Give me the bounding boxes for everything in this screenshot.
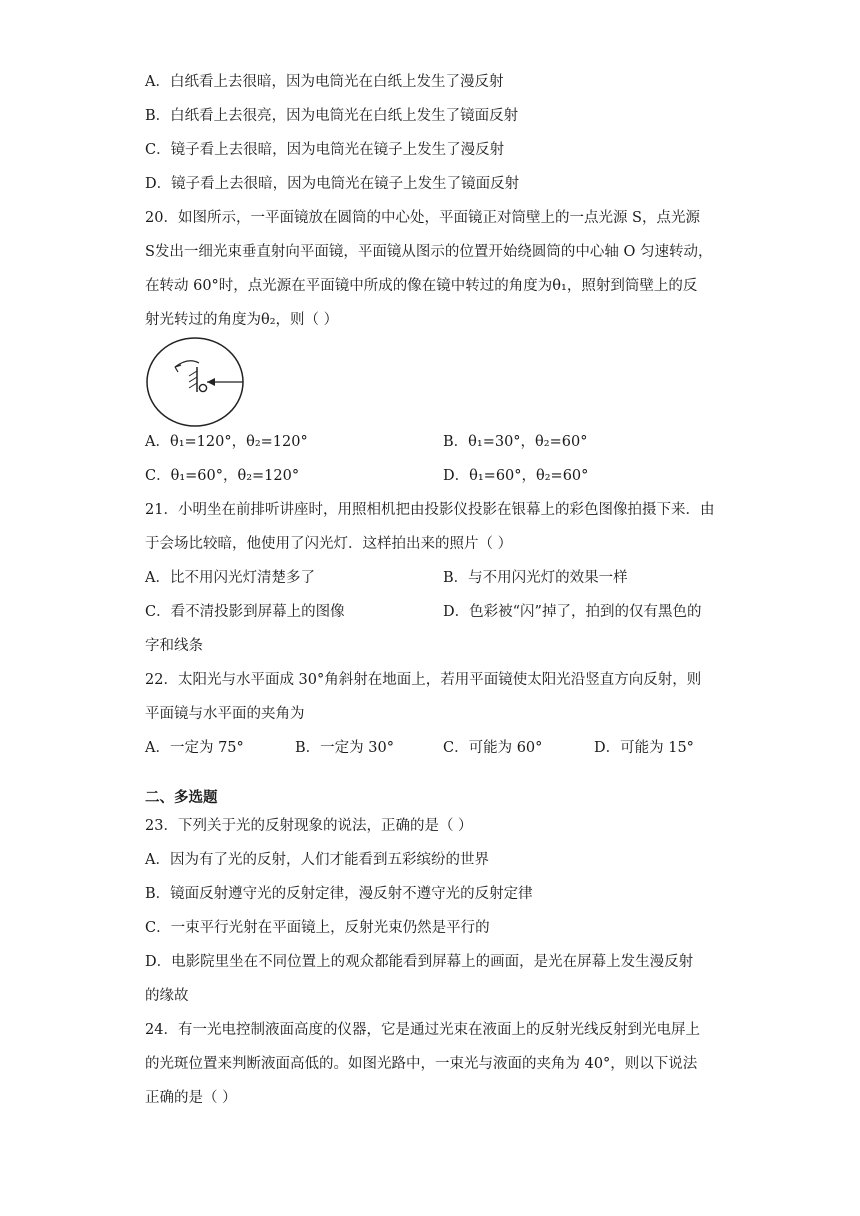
- q23-option-b: B．镜面反射遵守光的反射定律，漫反射不遵守光的反射定律: [145, 886, 533, 902]
- q22-option-d: D．可能为 15°: [594, 740, 694, 756]
- q21-option-d: D．色彩被“闪”掉了，拍到的仅有黑色的: [443, 604, 702, 620]
- mirror-hatch: [189, 377, 197, 382]
- q20-stem-line1: 20．如图所示，一平面镜放在圆筒的中心处，平面镜正对筒壁上的一点光源 S，点光源: [145, 210, 700, 226]
- q22-stem-line1: 22．太阳光与水平面成 30°角斜射在地面上，若用平面镜使太阳光沿竖直方向反射，则: [145, 672, 702, 688]
- center-axis-o: [199, 384, 206, 391]
- q23-stem: 23．下列关于光的反射现象的说法，正确的是（ ）: [145, 818, 473, 834]
- q21-stem-line1: 21．小明坐在前排听讲座时，用照相机把由投影仪投影在银幕上的彩色图像拍摄下来．由: [145, 502, 715, 518]
- q19-option-d: D．镜子看上去很暗，因为电筒光在镜子上发生了镜面反射: [145, 176, 520, 192]
- q20-stem-line2: S发出一细光束垂直射向平面镜，平面镜从图示的位置开始绕圆筒的中心轴 O 匀速转动，: [145, 244, 713, 260]
- q20-cylinder-mirror-figure: [145, 336, 247, 428]
- q22-option-b: B．一定为 30°: [295, 740, 394, 756]
- q21-option-d-continued: 字和线条: [145, 638, 203, 654]
- q21-option-c: C．看不清投影到屏幕上的图像: [145, 604, 345, 620]
- q21-stem-line2: 于会场比较暗，他使用了闪光灯．这样拍出来的照片（ ）: [145, 536, 513, 552]
- q20-option-c: C．θ₁=60°，θ₂=120°: [145, 468, 300, 484]
- mirror-hatch: [189, 371, 197, 376]
- q23-option-a: A．因为有了光的反射，人们才能看到五彩缤纷的世界: [145, 852, 489, 868]
- section-heading-multiple-choice: 二、多选题: [145, 790, 218, 806]
- q22-stem-line2: 平面镜与水平面的夹角为: [145, 706, 305, 722]
- q19-option-c: C．镜子看上去很暗，因为电筒光在镜子上发生了漫反射: [145, 142, 505, 158]
- mirror-hatch: [189, 383, 197, 388]
- q23-option-c: C．一束平行光射在平面镜上，反射光束仍然是平行的: [145, 920, 490, 936]
- q24-stem-line3: 正确的是（ ）: [145, 1090, 237, 1106]
- q20-stem-line4: 射光转过的角度为θ₂，则（ ）: [145, 312, 339, 328]
- q20-stem-line3: 在转动 60°时，点光源在平面镜中所成的像在镜中转过的角度为θ₁，照射到筒壁上的反: [145, 278, 698, 294]
- q19-option-b: B．白纸看上去很亮，因为电筒光在白纸上发生了镜面反射: [145, 108, 519, 124]
- q19-option-a: A．白纸看上去很暗，因为电筒光在白纸上发生了漫反射: [145, 74, 504, 90]
- q22-option-a: A．一定为 75°: [145, 740, 244, 756]
- q23-option-d-continued: 的缘故: [145, 988, 189, 1004]
- q20-option-b: B．θ₁=30°，θ₂=60°: [443, 434, 588, 450]
- q22-option-c: C．可能为 60°: [443, 740, 543, 756]
- q20-option-d: D．θ₁=60°，θ₂=60°: [443, 468, 589, 484]
- q21-option-b: B．与不用闪光灯的效果一样: [443, 570, 628, 586]
- q20-option-a: A．θ₁=120°，θ₂=120°: [145, 434, 308, 450]
- light-ray-arrowhead: [207, 378, 215, 386]
- q24-stem-line2: 的光斑位置来判断液面高低的。如图光路中，一束光与液面的夹角为 40°，则以下说法: [145, 1056, 698, 1072]
- q21-option-a: A．比不用闪光灯清楚多了: [145, 570, 315, 586]
- q23-option-d: D．电影院里坐在不同位置上的观众都能看到屏幕上的画面，是光在屏幕上发生漫反射: [145, 954, 694, 970]
- q24-stem-line1: 24．有一光电控制液面高度的仪器，它是通过光束在液面上的反射光线反射到光电屏上: [145, 1022, 700, 1038]
